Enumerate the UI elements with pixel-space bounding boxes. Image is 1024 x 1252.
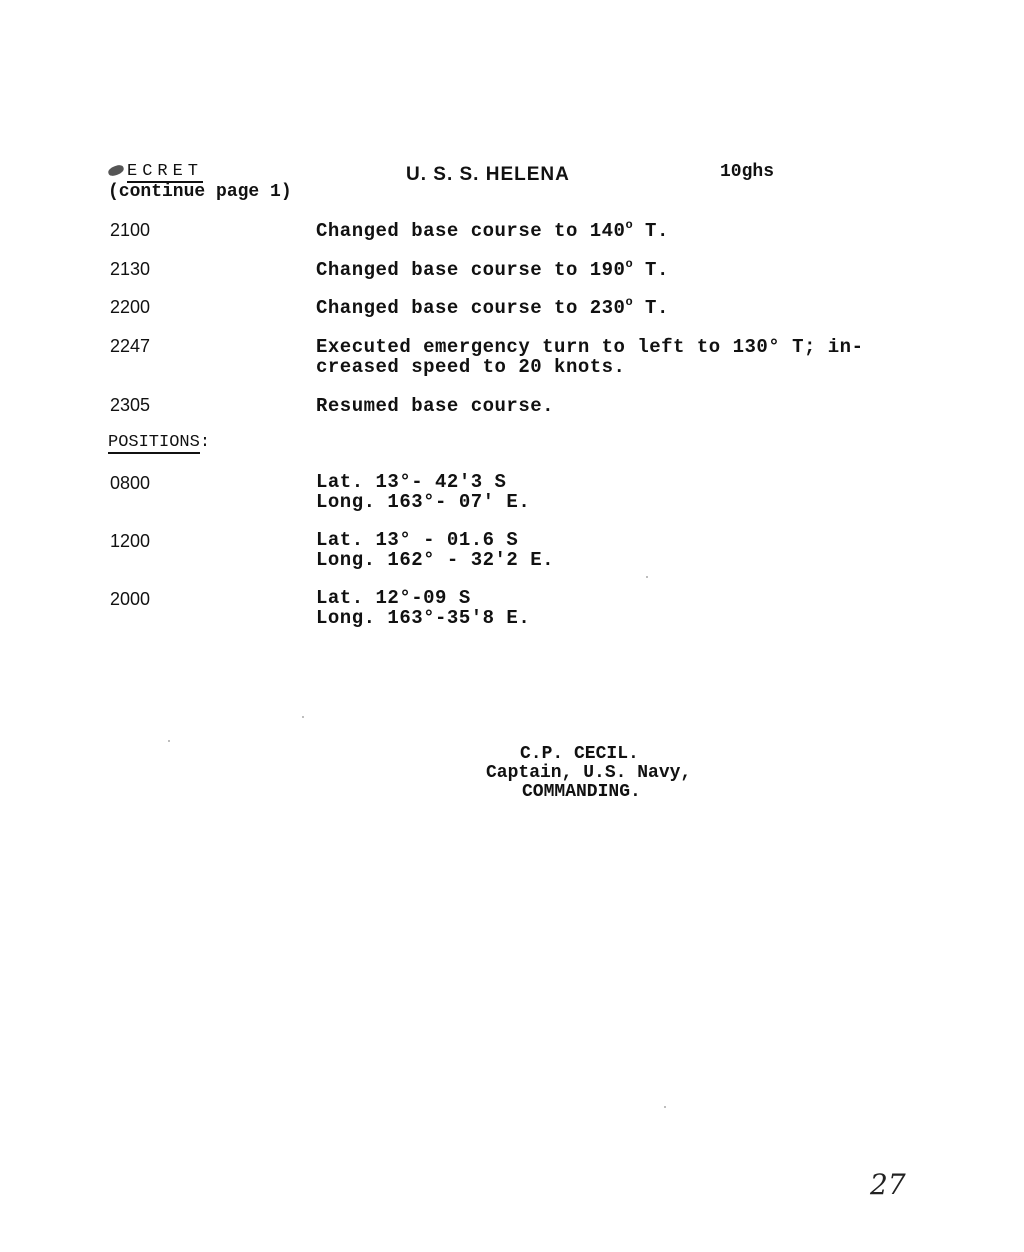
position-time: 0800 bbox=[110, 473, 151, 493]
position-longitude: Long. 162° - 32'2 E. bbox=[316, 549, 555, 571]
secret-label: ECRET bbox=[127, 162, 204, 181]
position-time: 2000 bbox=[110, 589, 151, 609]
ship-name: U. S. S. HELENA bbox=[406, 164, 570, 185]
signature-name: C.P. CECIL. bbox=[520, 744, 639, 764]
entry-text: Changed base course to 230$^o$ T. bbox=[316, 295, 669, 319]
entry-text: Changed base course to 140$^o$ T. bbox=[316, 218, 669, 242]
scan-speck bbox=[302, 716, 304, 718]
scan-speck bbox=[646, 576, 648, 578]
position-time: 1200 bbox=[110, 531, 151, 551]
page-number: 27 bbox=[870, 1168, 906, 1201]
entry-time: 2200 bbox=[110, 297, 151, 317]
entry-time: 2130 bbox=[110, 259, 151, 279]
continue-note: (continue page 1) bbox=[108, 182, 292, 202]
document-tag: 10ghs bbox=[720, 162, 775, 182]
position-longitude: Long. 163°-35'8 E. bbox=[316, 607, 531, 629]
position-latitude: Lat. 13° - 01.6 S bbox=[316, 529, 519, 551]
scan-speck bbox=[168, 740, 170, 742]
signature-role: COMMANDING. bbox=[522, 782, 641, 802]
positions-heading: POSITIONS: bbox=[108, 433, 211, 452]
position-latitude: Lat. 12°-09 S bbox=[316, 587, 471, 609]
signature-rank: Captain, U.S. Navy, bbox=[486, 763, 692, 783]
entry-text-line-1: Executed emergency turn to left to 130° T; in- bbox=[316, 336, 864, 358]
entry-text: Changed base course to 190$^o$ T. bbox=[316, 257, 669, 281]
position-longitude: Long. 163°- 07' E. bbox=[316, 491, 531, 513]
entry-time: 2100 bbox=[110, 220, 151, 240]
position-latitude: Lat. 13°- 42'3 S bbox=[316, 471, 507, 493]
ink-smudge bbox=[107, 164, 125, 178]
classification-marking bbox=[108, 162, 203, 181]
entry-time: 2305 bbox=[110, 395, 151, 415]
entry-text: Resumed base course. bbox=[316, 395, 555, 417]
entry-time: 2247 bbox=[110, 336, 151, 356]
scan-speck bbox=[664, 1106, 666, 1108]
entry-text-line-2: creased speed to 20 knots. bbox=[316, 356, 626, 378]
